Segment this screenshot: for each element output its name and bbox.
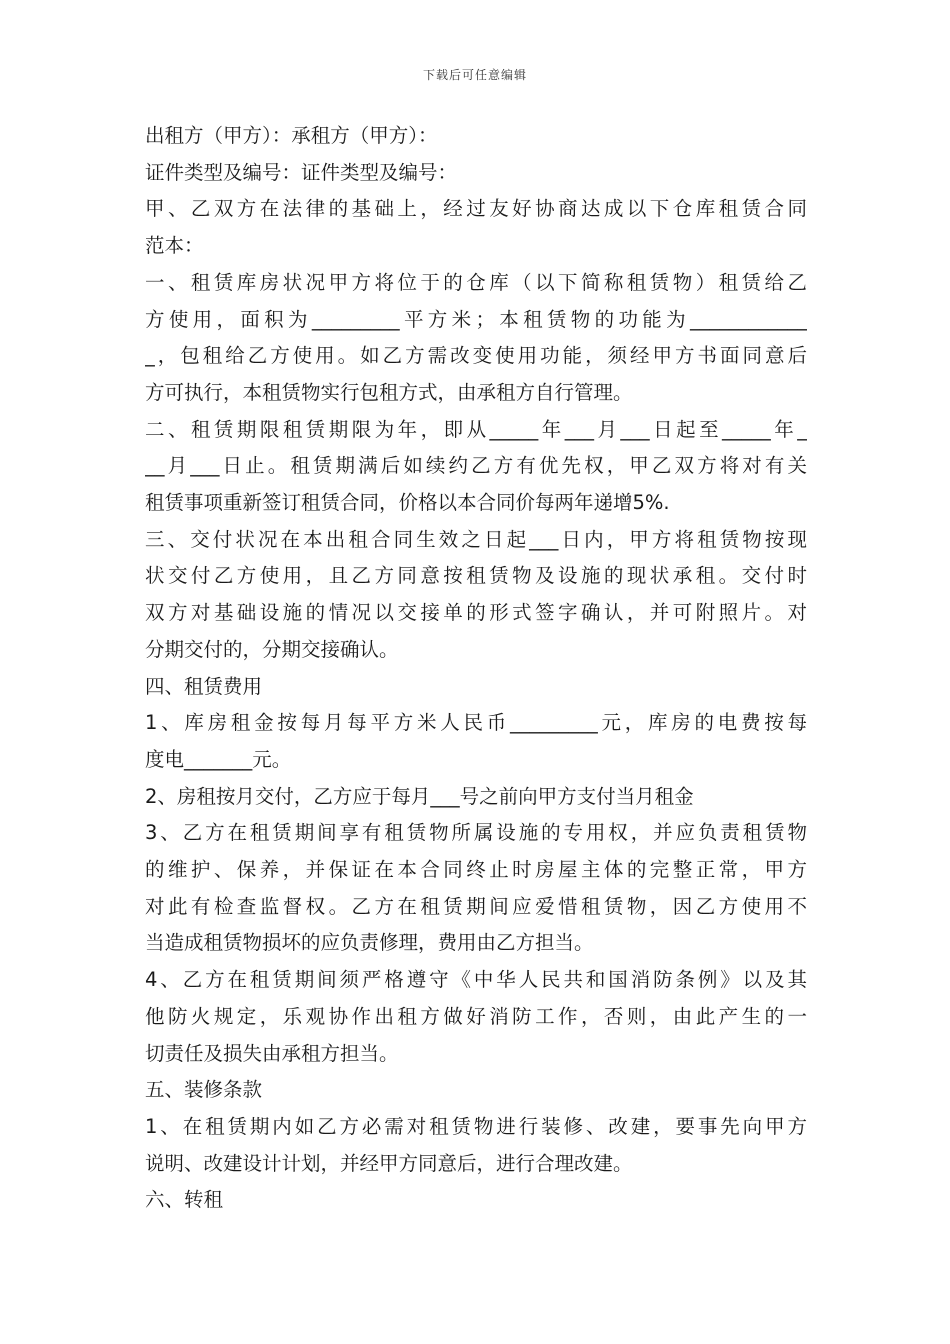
text-line-23: 当造成租赁物损坏的应负责修理，费用由乙方担当。 bbox=[145, 931, 594, 955]
page-header: 下载后可任意编辑 bbox=[422, 68, 527, 82]
document-body bbox=[145, 118, 807, 1219]
text-line-7: _，包租给乙方使用。如乙方需改变使用功能，须经甲方书面同意后 bbox=[145, 344, 807, 368]
text-line-30: 六、转租 bbox=[145, 1188, 224, 1212]
text-line-5: 一、租赁库房状况甲方将位于的仓库（以下简称租赁物）租赁给乙 bbox=[145, 270, 807, 294]
text-line-18: 度电_______元。 bbox=[145, 747, 292, 771]
text-line-25: 他防火规定，乐观协作出租方做好消防工作，否则，由此产生的一 bbox=[145, 1004, 807, 1028]
text-line-17: 1、库房租金按每月每平方米人民币_________元，库房的电费按每 bbox=[145, 711, 807, 735]
text-line-20: 3、乙方在租赁期间享有租赁物所属设施的专用权，并应负责租赁物 bbox=[145, 821, 807, 845]
text-line-24: 4、乙方在租赁期间须严格遵守《中华人民共和国消防条例》以及其 bbox=[145, 968, 807, 992]
text-line-29: 说明、改建设计计划，并经甲方同意后，进行合理改建。 bbox=[145, 1151, 633, 1175]
text-line-3: 甲、乙双方在法律的基础上，经过友好协商达成以下仓库租赁合同 bbox=[145, 197, 807, 221]
text-line-28: 1、在租赁期内如乙方必需对租赁物进行装修、改建，要事先向甲方 bbox=[145, 1114, 807, 1138]
text-line-8: 方可执行，本租赁物实行包租方式，由承租方自行管理。 bbox=[145, 380, 633, 404]
text-line-12: 三、交付状况在本出租合同生效之日起___日内，甲方将租赁物按现 bbox=[145, 527, 807, 551]
text-line-15: 分期交付的，分期交接确认。 bbox=[145, 637, 399, 661]
text-line-22: 对此有检查监督权。乙方在租赁期间应爱惜租赁物，因乙方使用不 bbox=[145, 894, 807, 918]
text-line-19: 2、房租按月交付，乙方应于每月___号之前向甲方支付当月租金 bbox=[145, 784, 694, 808]
text-line-4: 范本： bbox=[145, 234, 204, 258]
text-line-6: 方使用，面积为_________平方米；本租赁物的功能为____________ bbox=[145, 307, 807, 331]
text-line-21: 的维护、保养，并保证在本合同终止时房屋主体的完整正常，甲方 bbox=[145, 858, 807, 882]
text-line-16: 四、租赁费用 bbox=[145, 674, 263, 698]
text-line-13: 状交付乙方使用，且乙方同意按租赁物及设施的现状承租。交付时 bbox=[145, 564, 807, 588]
text-line-26: 切责任及损失由承租方担当。 bbox=[145, 1041, 399, 1065]
text-line-9: 二、租赁期限租赁期限为年，即从_____年___月___日起至_____年_ bbox=[145, 417, 807, 441]
text-line-10: __月___日止。租赁期满后如续约乙方有优先权，甲乙双方将对有关 bbox=[145, 454, 807, 478]
text-line-27: 五、装修条款 bbox=[145, 1078, 263, 1102]
text-line-11: 租赁事项重新签订租赁合同，价格以本合同价每两年递增5%. bbox=[145, 491, 670, 515]
text-line-14: 双方对基础设施的情况以交接单的形式签字确认，并可附照片。对 bbox=[145, 601, 807, 625]
text-line-1: 出租方（甲方）：承租方（甲方）： bbox=[145, 124, 438, 147]
text-line-2: 证件类型及编号：证件类型及编号： bbox=[145, 160, 458, 184]
